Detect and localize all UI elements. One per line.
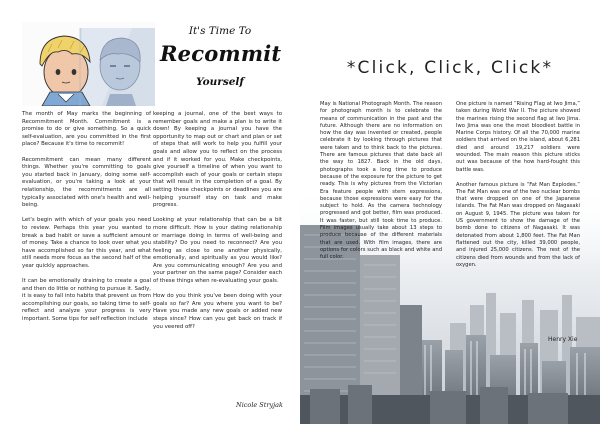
paragraph: May is National Photograph Month. The reason for photograph month is to celebrate the means of communication in the past and the future. Although there are no information on how the day was invented or created, people celebrate it by looking through pictures that were taken and to think back to the pictures. There are famous pictures that date back all the way to 1827. Back in the old days, photographs took a long time to produce because of the exposure for the picture to get ready. This is why pictures from the Victorian Era feature people with stern expressions, because those expressions were easy for the subject to hold. As the camera technology progressed and got better, film was produced. It was faster, but still took time to produce. Film images usually take about 13 steps to produce because of the different materials that are used. With film images, there are options for colors such as black and white and full color. (320, 101, 442, 261)
right-column-2 (456, 101, 580, 277)
paragraph: Looking at your relationship that can be a bit more difficult. How is your dating relationship or marriage doing in terms of well-being and stability? Do you need to reconnect? Are you feeling as close to one another physically, emotionally, and spiritually as you would like? Are you communicating enough? Are you and your partner on the same page? Consider each of these things when re-evaluating your goals. (153, 217, 282, 285)
title-recommit: Recommit (160, 41, 282, 66)
paragraph: keeping a journal, one of the best ways to remember goals and make a plan is to write it down! By keeping a journal you have the opportunity to map out or chart and plan or set of steps that will work to help you fulfill your goals and allow you to reflect on the process and if it worked for you. Make checkpoints, give yourself a timeline of when you want to accomplish each of your goals or certain steps that will result in the completion of a goal. By setting these checkpoints or deadlines you are helping yourself stay on task and make progress. (153, 111, 282, 209)
paragraph: The month of May marks the beginning of Recommitment Month. Commitment is a promise to do or give something. So a quick self-evaluation, are you committed in the first place? Because it's time to recommit! (22, 111, 151, 148)
paragraph: It can be emotionally draining to create a goal and then do little or nothing to pursue it. Sadly, it is easy to fall into habits that prevent us from accomplishing our goals, so taking time to self-reflect and analyze your progress is very important. Some tips for self reflection include (22, 278, 151, 323)
cartoon-illustration (22, 22, 155, 106)
title-line-1: It's Time To (188, 25, 252, 37)
paragraph: Recommitment can mean many different things. Whether you're committing to goals you started back in January, doing some self-evaluation, or you're taking a look at your relationship, the recommitments are all typically associated with one's health and well-being. (22, 156, 151, 209)
article-heading: *Click, Click, Click* (346, 58, 554, 78)
paragraph: Let's begin with which of your goals you need to review. Perhaps this year you wanted to break a bad habit or save a sufficient amount of money. Take a chance to look over what you have accomplished so far this year, and what still needs more focus as the second half of the year quickly approaches. (22, 217, 151, 269)
left-column-2 (153, 111, 282, 339)
title-line-3: Yourself (196, 76, 244, 88)
author-signature: Nicole Stryjak (236, 401, 283, 409)
left-column-1 (22, 111, 151, 331)
paragraph: One picture is named “Rising Flag at Iwo Jima,” taken during World War II. The picture showed the marines rising the second flag at Iwo Jima. Iwo Jima was one the most bloodiest battle in Marine Corps history. Of all the 70,000 marine soldiers that arrived on the island, about 6,281 died and around 19,217 soldiers were wounded. The main reason this picture sticks out was because of the how hard-fought this battle was. (456, 101, 580, 173)
right-column-1 (320, 101, 442, 269)
author-name: Henry Xie (548, 336, 578, 343)
paragraph: How do you think you've been doing with your goals so far? Are you where you want to be? Have you made any new goals or added new steps since? How can you get back on track if you veered off? (153, 293, 282, 330)
right-page (300, 0, 600, 424)
paragraph: Another famous picture is “Fat Man Explodes.” The Fat Man was one of the two nuclear bombs that were dropped on one of the Japanese islands. The Fat Man was dropped on Nagasaki on August 9, 1945. The picture was taken for US government to show the damage of the bomb done to citizens of Nagasaki. It was detonated from about 1,800 feet. The Fat Man flattened out the city, killed 39,000 people, and injured 25,000 citizens. The rest of the citizens died from wounds and from the lack of oxygen. (456, 181, 580, 268)
